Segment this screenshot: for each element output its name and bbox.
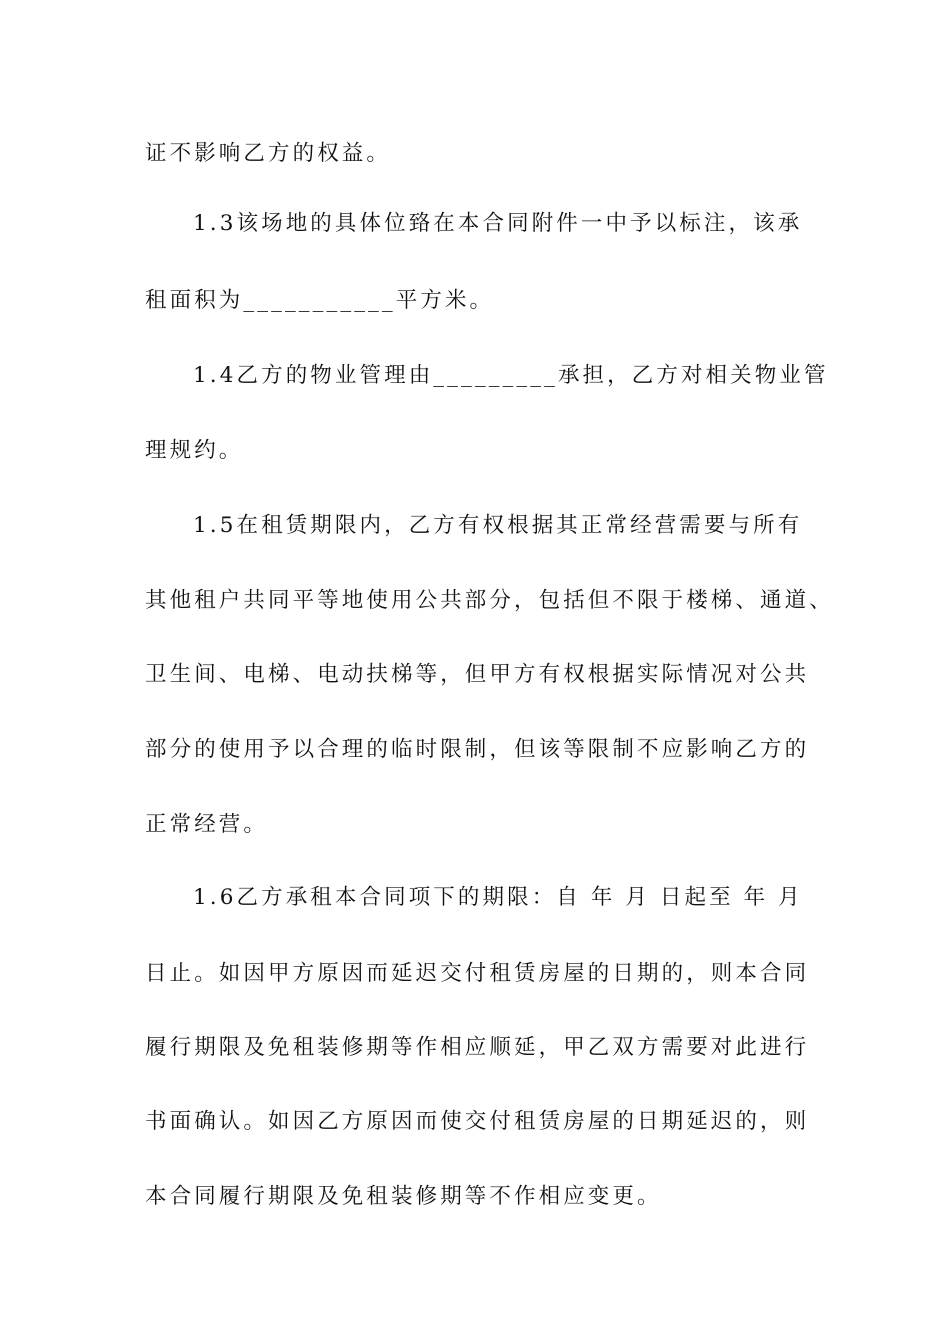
- text-line: 书面确认。如因乙方原因而使交付租赁房屋的日期延迟的，则: [145, 1109, 810, 1134]
- text-line: 履行期限及免租装修期等作相应顺延，甲乙双方需要对此进行: [145, 1035, 810, 1060]
- text-line: 证不影响乙方的权益。: [145, 141, 392, 166]
- text-line: 租面积为___________平方米。: [145, 288, 495, 313]
- text-line: 本合同履行期限及免租装修期等不作相应变更。: [145, 1184, 662, 1209]
- clause-1-6-line: 1.6乙方承租本合同项下的期限：自 年 月 日起至 年 月: [193, 885, 803, 910]
- clause-1-3-line: 1.3该场地的具体位臵在本合同附件一中予以标注，该承: [193, 211, 803, 236]
- clause-1-5-line: 1.5在租赁期限内，乙方有权根据其正常经营需要与所有: [193, 513, 803, 538]
- text-line: 部分的使用予以合理的临时限制，但该等限制不应影响乙方的: [145, 737, 810, 762]
- text-line: 理规约。: [145, 438, 244, 463]
- text-line: 卫生间、电梯、电动扶梯等，但甲方有权根据实际情况对公共: [145, 662, 810, 687]
- text-line: 其他租户共同平等地使用公共部分，包括但不限于楼梯、通道、: [145, 588, 834, 613]
- text-line: 正常经营。: [145, 812, 269, 837]
- clause-1-4-line: 1.4乙方的物业管理由_________承担，乙方对相关物业管: [193, 363, 829, 388]
- text-line: 日止。如因甲方原因而延迟交付租赁房屋的日期的，则本合同: [145, 961, 810, 986]
